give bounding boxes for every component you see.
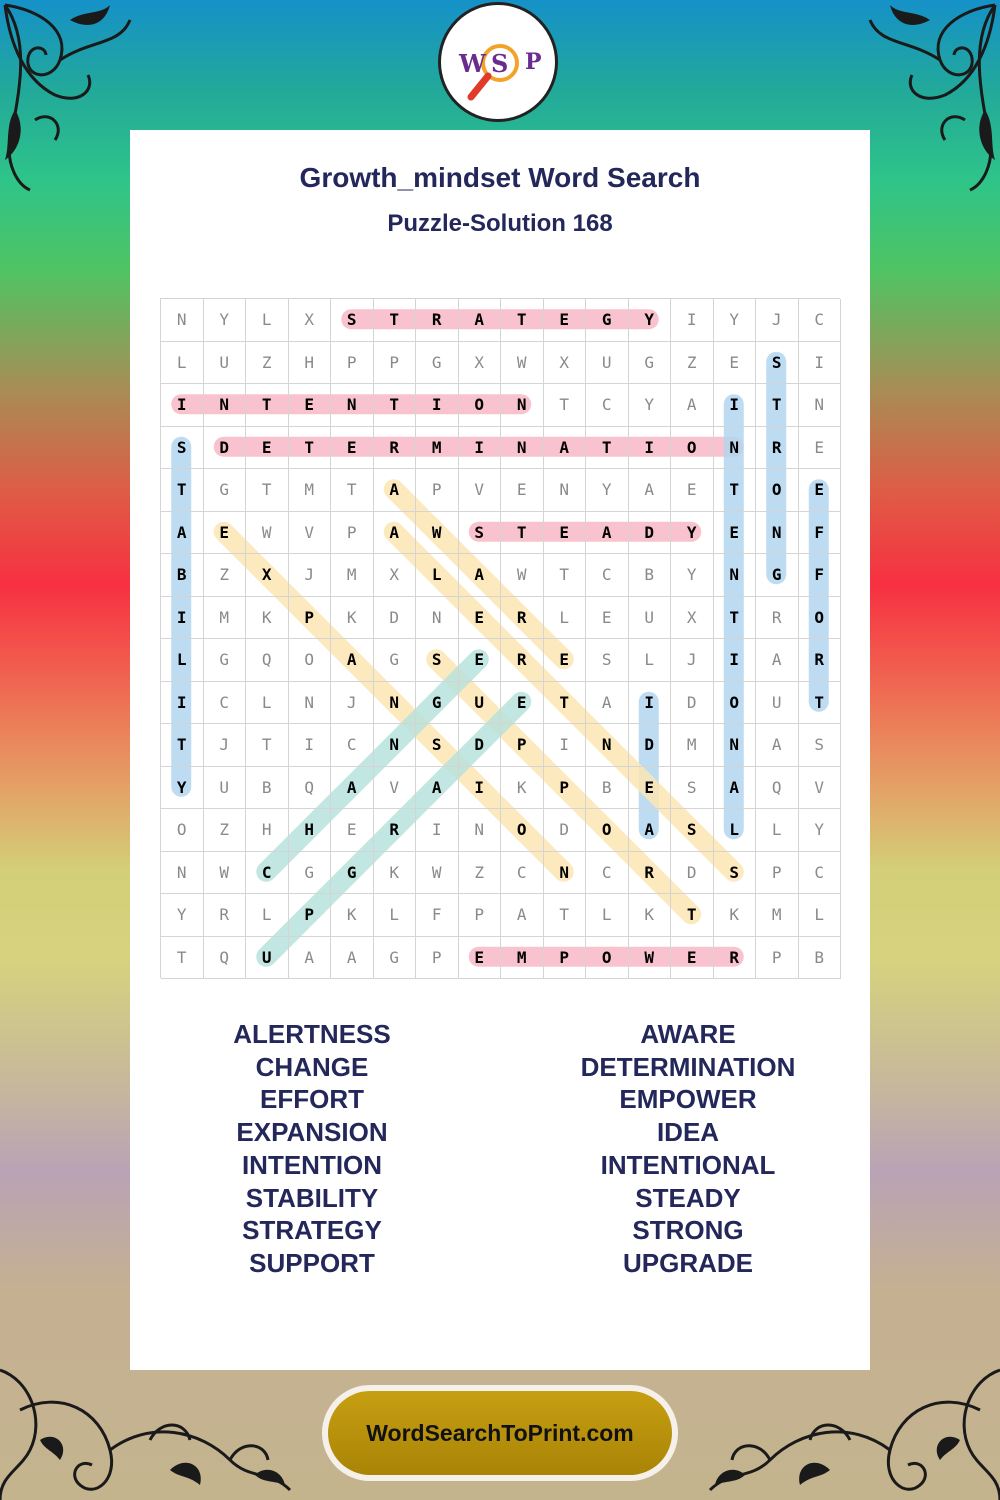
wsp-logo: [438, 2, 558, 122]
grid-cell: U: [204, 767, 247, 810]
grid-cell: N: [501, 384, 544, 427]
grid-cell: X: [459, 342, 502, 385]
grid-cell: Y: [161, 894, 204, 937]
logo-letter-p: P: [525, 49, 542, 75]
word-list-item: STEADY: [635, 1182, 741, 1213]
grid-cell: A: [671, 384, 714, 427]
grid-cell: O: [459, 384, 502, 427]
grid-cell: R: [501, 597, 544, 640]
grid-cell: H: [289, 809, 332, 852]
grid-cell: W: [501, 554, 544, 597]
grid-cell: J: [289, 554, 332, 597]
word-list-item: CHANGE: [255, 1051, 369, 1082]
grid-cell: T: [161, 937, 204, 980]
corner-ornament-icon: [0, 0, 150, 200]
grid-cell: T: [246, 384, 289, 427]
bottom-ornament-icon: [670, 1350, 1000, 1500]
grid-cell: G: [756, 554, 799, 597]
grid-cell: R: [756, 597, 799, 640]
grid-cell: A: [756, 724, 799, 767]
grid-cell: B: [799, 937, 842, 980]
grid-cell: E: [459, 639, 502, 682]
grid-cell: Q: [756, 767, 799, 810]
grid-cell: W: [204, 852, 247, 895]
grid-cell: K: [374, 852, 417, 895]
grid-cell: Y: [671, 554, 714, 597]
grid-cell: G: [204, 469, 247, 512]
grid-cell: M: [671, 724, 714, 767]
grid-cell: I: [416, 809, 459, 852]
word-list-item: DETERMINATION: [580, 1051, 796, 1082]
grid-cell: S: [714, 852, 757, 895]
grid-cell: N: [544, 852, 587, 895]
grid-cell: E: [714, 512, 757, 555]
grid-cell: W: [629, 937, 672, 980]
grid-cell: I: [714, 639, 757, 682]
word-list-left: [162, 1018, 462, 1280]
grid-cell: W: [501, 342, 544, 385]
grid-cell: W: [416, 852, 459, 895]
grid-cell: B: [629, 554, 672, 597]
grid-cell: P: [756, 937, 799, 980]
grid-cell: P: [756, 852, 799, 895]
grid-cell: P: [289, 894, 332, 937]
grid-cell: L: [416, 554, 459, 597]
grid-cell: A: [586, 682, 629, 725]
grid-cell: S: [459, 512, 502, 555]
grid-cell: L: [799, 894, 842, 937]
grid-cell: X: [289, 299, 332, 342]
grid-cell: X: [671, 597, 714, 640]
grid-cell: J: [204, 724, 247, 767]
word-list-right: [538, 1018, 838, 1280]
grid-cell: Y: [629, 384, 672, 427]
grid-cell: A: [331, 767, 374, 810]
grid-cell: E: [799, 469, 842, 512]
grid-cell: U: [246, 937, 289, 980]
logo-letter-s: S: [491, 49, 509, 78]
grid-cell: G: [374, 639, 417, 682]
grid-cell: S: [671, 809, 714, 852]
grid-cell: T: [544, 554, 587, 597]
grid-cell: N: [374, 682, 417, 725]
grid-cell: E: [459, 937, 502, 980]
grid-cell: C: [586, 554, 629, 597]
grid-cell: T: [246, 469, 289, 512]
grid-cell: T: [544, 682, 587, 725]
grid-cell: E: [671, 469, 714, 512]
grid-cell: R: [501, 639, 544, 682]
grid-cell: E: [544, 639, 587, 682]
grid-cell: C: [204, 682, 247, 725]
grid-cell: G: [204, 639, 247, 682]
grid-cell: L: [586, 894, 629, 937]
grid-cell: D: [544, 809, 587, 852]
grid-cell: H: [246, 809, 289, 852]
grid-cell: X: [374, 554, 417, 597]
grid-cell: S: [799, 724, 842, 767]
grid-cell: A: [416, 767, 459, 810]
grid-cell: O: [586, 937, 629, 980]
grid-cell: L: [714, 809, 757, 852]
grid-cell: R: [714, 937, 757, 980]
grid-cell: S: [161, 427, 204, 470]
grid-cell: G: [586, 299, 629, 342]
grid-cell: L: [629, 639, 672, 682]
grid-cell: T: [714, 469, 757, 512]
grid-cell: N: [714, 724, 757, 767]
grid-cell: D: [671, 852, 714, 895]
grid-cell: T: [161, 724, 204, 767]
grid-cell: K: [714, 894, 757, 937]
grid-cell: A: [756, 639, 799, 682]
grid-cell: E: [331, 427, 374, 470]
grid-cell: N: [289, 682, 332, 725]
grid-cell: F: [799, 554, 842, 597]
grid-cell: T: [671, 894, 714, 937]
grid-cell: E: [204, 512, 247, 555]
grid-cell: B: [586, 767, 629, 810]
letter-grid: [160, 298, 840, 978]
grid-cell: A: [459, 299, 502, 342]
grid-cell: W: [416, 512, 459, 555]
grid-cell: M: [756, 894, 799, 937]
grid-cell: O: [289, 639, 332, 682]
grid-cell: N: [204, 384, 247, 427]
grid-cell: A: [629, 469, 672, 512]
grid-cell: E: [331, 809, 374, 852]
grid-cell: L: [544, 597, 587, 640]
page-title: Growth_mindset Word Search: [299, 162, 701, 193]
grid-cell: U: [586, 342, 629, 385]
grid-cell: L: [246, 682, 289, 725]
grid-cell: O: [161, 809, 204, 852]
grid-cell: H: [289, 342, 332, 385]
grid-cell: A: [289, 937, 332, 980]
grid-cell: X: [246, 554, 289, 597]
grid-cell: U: [459, 682, 502, 725]
grid-cell: Y: [671, 512, 714, 555]
grid-cell: C: [586, 852, 629, 895]
word-list-item: INTENTIONAL: [600, 1149, 776, 1180]
grid-cell: K: [629, 894, 672, 937]
grid-cell: I: [289, 724, 332, 767]
word-list-item: INTENTION: [241, 1149, 383, 1180]
grid-cell: I: [459, 427, 502, 470]
grid-cell: O: [501, 809, 544, 852]
grid-cell: Y: [799, 809, 842, 852]
grid-cell: N: [714, 427, 757, 470]
grid-cell: P: [331, 512, 374, 555]
grid-cell: U: [204, 342, 247, 385]
grid-cell: G: [331, 852, 374, 895]
grid-cell: S: [416, 639, 459, 682]
grid-cell: L: [161, 639, 204, 682]
grid-cell: S: [416, 724, 459, 767]
grid-cell: T: [544, 384, 587, 427]
grid-cell: E: [459, 597, 502, 640]
grid-cell: P: [374, 342, 417, 385]
logo-letter-w: W: [459, 49, 486, 78]
grid-cell: S: [586, 639, 629, 682]
grid-cell: T: [289, 427, 332, 470]
grid-cell: A: [714, 767, 757, 810]
grid-cell: K: [331, 894, 374, 937]
grid-cell: K: [246, 597, 289, 640]
grid-cell: O: [714, 682, 757, 725]
word-list-item: EXPANSION: [236, 1117, 388, 1148]
grid-cell: Z: [204, 809, 247, 852]
word-list-item: UPGRADE: [622, 1247, 753, 1278]
grid-cell: P: [331, 342, 374, 385]
grid-cell: D: [459, 724, 502, 767]
grid-cell: O: [799, 597, 842, 640]
grid-cell: E: [501, 682, 544, 725]
grid-cell: D: [671, 682, 714, 725]
grid-cell: N: [501, 427, 544, 470]
grid-cell: Y: [629, 299, 672, 342]
grid-cell: Y: [161, 767, 204, 810]
grid-cell: N: [416, 597, 459, 640]
grid-cell: R: [756, 427, 799, 470]
grid-cell: C: [799, 852, 842, 895]
grid-cell: S: [331, 299, 374, 342]
grid-cell: K: [331, 597, 374, 640]
grid-cell: M: [331, 554, 374, 597]
grid-cell: E: [586, 597, 629, 640]
word-list-item: EFFORT: [260, 1084, 364, 1115]
grid-cell: A: [331, 639, 374, 682]
word-list-item: AWARE: [640, 1019, 736, 1049]
grid-cell: V: [289, 512, 332, 555]
grid-cell: R: [416, 299, 459, 342]
grid-cell: G: [289, 852, 332, 895]
grid-cell: O: [756, 469, 799, 512]
corner-ornament-icon: [850, 0, 1000, 200]
grid-cell: P: [501, 724, 544, 767]
grid-cell: F: [416, 894, 459, 937]
grid-cell: E: [289, 384, 332, 427]
grid-cell: Z: [246, 342, 289, 385]
grid-cell: B: [246, 767, 289, 810]
grid-cell: B: [161, 554, 204, 597]
grid-cell: N: [799, 384, 842, 427]
grid-cell: A: [161, 512, 204, 555]
word-list-item: STABILITY: [245, 1182, 379, 1213]
grid-cell: A: [629, 809, 672, 852]
grid-cell: V: [459, 469, 502, 512]
word-list-item: STRATEGY: [242, 1215, 382, 1246]
grid-cell: G: [416, 682, 459, 725]
grid-cell: N: [459, 809, 502, 852]
grid-cell: N: [161, 852, 204, 895]
grid-cell: Y: [714, 299, 757, 342]
grid-cell: P: [416, 469, 459, 512]
grid-cell: Q: [246, 639, 289, 682]
grid-cell: P: [289, 597, 332, 640]
grid-cell: J: [331, 682, 374, 725]
grid-cell: Z: [671, 342, 714, 385]
grid-cell: I: [629, 682, 672, 725]
grid-cell: T: [501, 299, 544, 342]
grid-cell: Y: [204, 299, 247, 342]
grid-cell: O: [671, 427, 714, 470]
word-list-item: ALERTNESS: [233, 1019, 391, 1049]
grid-cell: I: [671, 299, 714, 342]
grid-cell: T: [501, 512, 544, 555]
word-list-item: SUPPORT: [249, 1247, 375, 1278]
grid-cell: Q: [204, 937, 247, 980]
grid-cell: L: [374, 894, 417, 937]
grid-cell: Y: [586, 469, 629, 512]
grid-cell: L: [246, 299, 289, 342]
grid-cell: A: [586, 512, 629, 555]
grid-cell: E: [714, 342, 757, 385]
website-button[interactable]: [322, 1385, 678, 1481]
grid-cell: I: [161, 682, 204, 725]
grid-cell: A: [459, 554, 502, 597]
grid-cell: T: [246, 724, 289, 767]
grid-cell: S: [671, 767, 714, 810]
grid-cell: X: [544, 342, 587, 385]
grid-cell: E: [246, 427, 289, 470]
grid-cell: A: [374, 512, 417, 555]
grid-cell: I: [459, 767, 502, 810]
grid-cell: I: [416, 384, 459, 427]
grid-cell: L: [161, 342, 204, 385]
grid-cell: I: [714, 384, 757, 427]
grid-cell: D: [374, 597, 417, 640]
word-list-item: IDEA: [656, 1117, 720, 1148]
grid-cell: R: [374, 809, 417, 852]
grid-cell: G: [629, 342, 672, 385]
grid-cell: T: [544, 894, 587, 937]
grid-cell: G: [416, 342, 459, 385]
grid-cell: M: [416, 427, 459, 470]
grid-cell: E: [799, 427, 842, 470]
puzzle-grid-area: [160, 298, 840, 978]
grid-cell: E: [544, 299, 587, 342]
word-list-item: STRONG: [632, 1215, 744, 1246]
grid-cell: P: [544, 767, 587, 810]
grid-cell: N: [374, 724, 417, 767]
grid-cell: E: [544, 512, 587, 555]
grid-cell: R: [204, 894, 247, 937]
grid-cell: C: [246, 852, 289, 895]
grid-cell: T: [331, 469, 374, 512]
grid-cell: N: [756, 512, 799, 555]
grid-cell: I: [161, 384, 204, 427]
grid-cell: U: [756, 682, 799, 725]
grid-cell: T: [756, 384, 799, 427]
grid-cell: I: [799, 342, 842, 385]
grid-cell: R: [799, 639, 842, 682]
grid-cell: Q: [289, 767, 332, 810]
grid-cell: D: [629, 512, 672, 555]
grid-cell: L: [756, 809, 799, 852]
grid-cell: T: [161, 469, 204, 512]
grid-cell: I: [629, 427, 672, 470]
grid-cell: I: [161, 597, 204, 640]
grid-cell: Z: [459, 852, 502, 895]
grid-cell: A: [374, 469, 417, 512]
grid-cell: N: [544, 469, 587, 512]
grid-cell: N: [714, 554, 757, 597]
grid-cell: K: [501, 767, 544, 810]
grid-cell: D: [204, 427, 247, 470]
page-subtitle: Puzzle-Solution 168: [387, 210, 613, 237]
word-list-item: EMPOWER: [619, 1084, 757, 1115]
grid-cell: A: [544, 427, 587, 470]
grid-cell: E: [501, 469, 544, 512]
grid-cell: A: [501, 894, 544, 937]
grid-cell: J: [756, 299, 799, 342]
grid-cell: T: [374, 384, 417, 427]
grid-cell: N: [161, 299, 204, 342]
grid-cell: C: [586, 384, 629, 427]
grid-cell: D: [629, 724, 672, 767]
grid-cell: E: [671, 937, 714, 980]
grid-cell: G: [374, 937, 417, 980]
grid-cell: P: [416, 937, 459, 980]
grid-cell: N: [586, 724, 629, 767]
grid-cell: V: [799, 767, 842, 810]
grid-cell: R: [374, 427, 417, 470]
grid-cell: C: [501, 852, 544, 895]
grid-cell: N: [331, 384, 374, 427]
grid-cell: J: [671, 639, 714, 682]
bottom-ornament-icon: [0, 1350, 330, 1500]
grid-cell: P: [544, 937, 587, 980]
grid-cell: O: [586, 809, 629, 852]
grid-cell: I: [544, 724, 587, 767]
grid-cell: F: [799, 512, 842, 555]
grid-cell: R: [629, 852, 672, 895]
grid-cell: T: [374, 299, 417, 342]
grid-cell: V: [374, 767, 417, 810]
grid-cell: T: [714, 597, 757, 640]
grid-cell: P: [459, 894, 502, 937]
grid-cell: M: [289, 469, 332, 512]
grid-cell: T: [799, 682, 842, 725]
website-link[interactable]: WordSearchToPrint.com: [328, 1391, 672, 1475]
grid-cell: W: [246, 512, 289, 555]
grid-cell: C: [331, 724, 374, 767]
grid-cell: Z: [204, 554, 247, 597]
grid-cell: C: [799, 299, 842, 342]
grid-cell: M: [204, 597, 247, 640]
grid-cell: A: [331, 937, 374, 980]
grid-cell: M: [501, 937, 544, 980]
grid-cell: L: [246, 894, 289, 937]
grid-cell: S: [756, 342, 799, 385]
grid-cell: U: [629, 597, 672, 640]
grid-cell: E: [629, 767, 672, 810]
grid-cell: T: [586, 427, 629, 470]
